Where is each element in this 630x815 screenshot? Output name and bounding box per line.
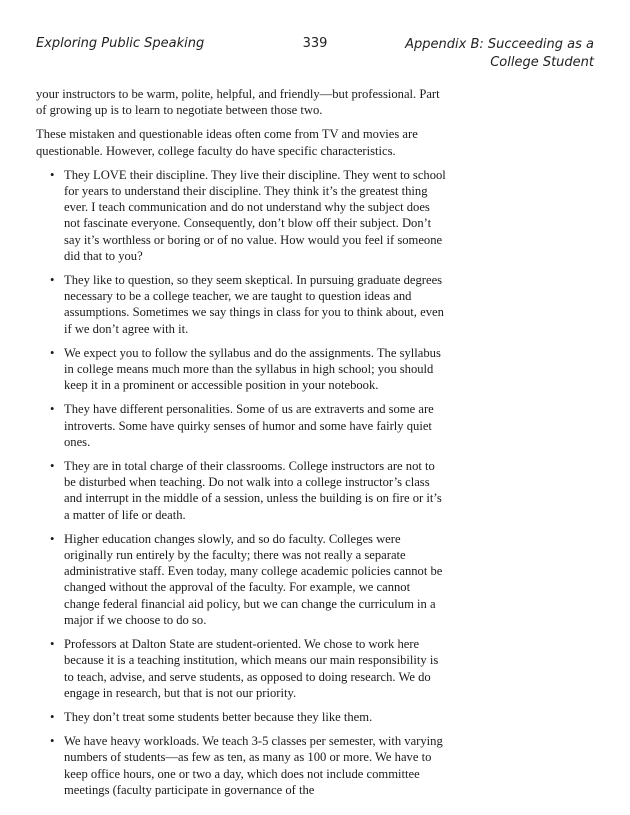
list-item-text: They LOVE their discipline. They live their discipline. They went to school for years to understand their discipline. They think it’s the greatest thing ever. I teach communication and do not understand why the subject does not fascinate everyone. Consequently, don’t blow off their subject. Don’t say it’s worthless or boring or of no value. How would you feel if someone did that to you?	[64, 167, 446, 263]
list-item-text: They don’t treat some students better because they like them.	[64, 709, 373, 724]
page-body	[36, 86, 446, 806]
list-item	[50, 272, 446, 337]
bullet-icon: •	[50, 734, 55, 749]
bullet-icon: •	[50, 459, 55, 474]
bullet-icon: •	[50, 402, 55, 417]
bullet-icon: •	[50, 709, 55, 724]
list-item	[50, 345, 446, 394]
list-item	[50, 531, 446, 628]
characteristics-list	[36, 167, 446, 798]
book-title: Exploring Public Speaking	[36, 36, 205, 51]
list-item-text: They are in total charge of their classrooms. College instructors are not to be disturbed when teaching. Do not walk into a college instructor’s class and interrupt in the middle of a session, unless the building is on fire or it’s a matter of life or death.	[64, 459, 442, 522]
list-item-text: They have different personalities. Some of us are extraverts and some are introverts. Some have quirky senses of humor and some have fairly quiet ones.	[64, 402, 434, 449]
section-title: Appendix B: Succeeding as a College Student	[405, 37, 594, 70]
list-item	[50, 167, 446, 264]
bullet-icon: •	[50, 273, 55, 288]
list-item	[50, 636, 446, 701]
list-item	[50, 401, 446, 450]
bullet-icon: •	[50, 167, 55, 182]
list-item-text: Professors at Dalton State are student-oriented. We chose to work here because it is a teaching institution, which means our main responsibility is to teach, advise, and serve students, as opposed to doing research. We do engage in research, but that is not our priority.	[64, 637, 439, 700]
list-item	[50, 458, 446, 523]
page-header	[36, 36, 594, 76]
list-item	[50, 709, 446, 725]
bullet-icon: •	[50, 345, 55, 360]
list-item-text: They like to question, so they seem skeptical. In pursuing graduate degrees necessary to be a college teacher, we are taught to question ideas and assumptions. Sometimes we say things in class for you to think about, even if we don’t agree with it.	[64, 273, 444, 336]
page-number: 339	[302, 36, 328, 51]
list-item-text: Higher education changes slowly, and so do faculty. Colleges were originally run entirely by the faculty; there was not really a separate administrative staff. Even today, many college academic policies cannot be changed without the approval of the faculty. For example, we cannot change federal financial aid policy, but we can change the curriculum in a major if we choose to do so.	[64, 531, 443, 627]
paragraph: These mistaken and questionable ideas often come from TV and movies are questionable. However, college faculty do have specific characteristics.	[36, 127, 418, 158]
paragraph: your instructors to be warm, polite, helpful, and friendly—but professional. Part of growing up is to learn to negotiate between those two.	[36, 87, 440, 118]
bullet-icon: •	[50, 531, 55, 546]
list-item-text: We have heavy workloads. We teach 3-5 classes per semester, with varying numbers of students—as few as ten, as many as 100 or more. We have to keep office hours, one or two a day, which does not include committee meetings (faculty participate in governance of the	[64, 734, 443, 797]
list-item-text: We expect you to follow the syllabus and do the assignments. The syllabus in college means much more than the syllabus in high school; you should keep it in a prominent or accessible position in your notebook.	[64, 345, 441, 393]
bullet-icon: •	[50, 637, 55, 652]
list-item	[50, 733, 446, 798]
